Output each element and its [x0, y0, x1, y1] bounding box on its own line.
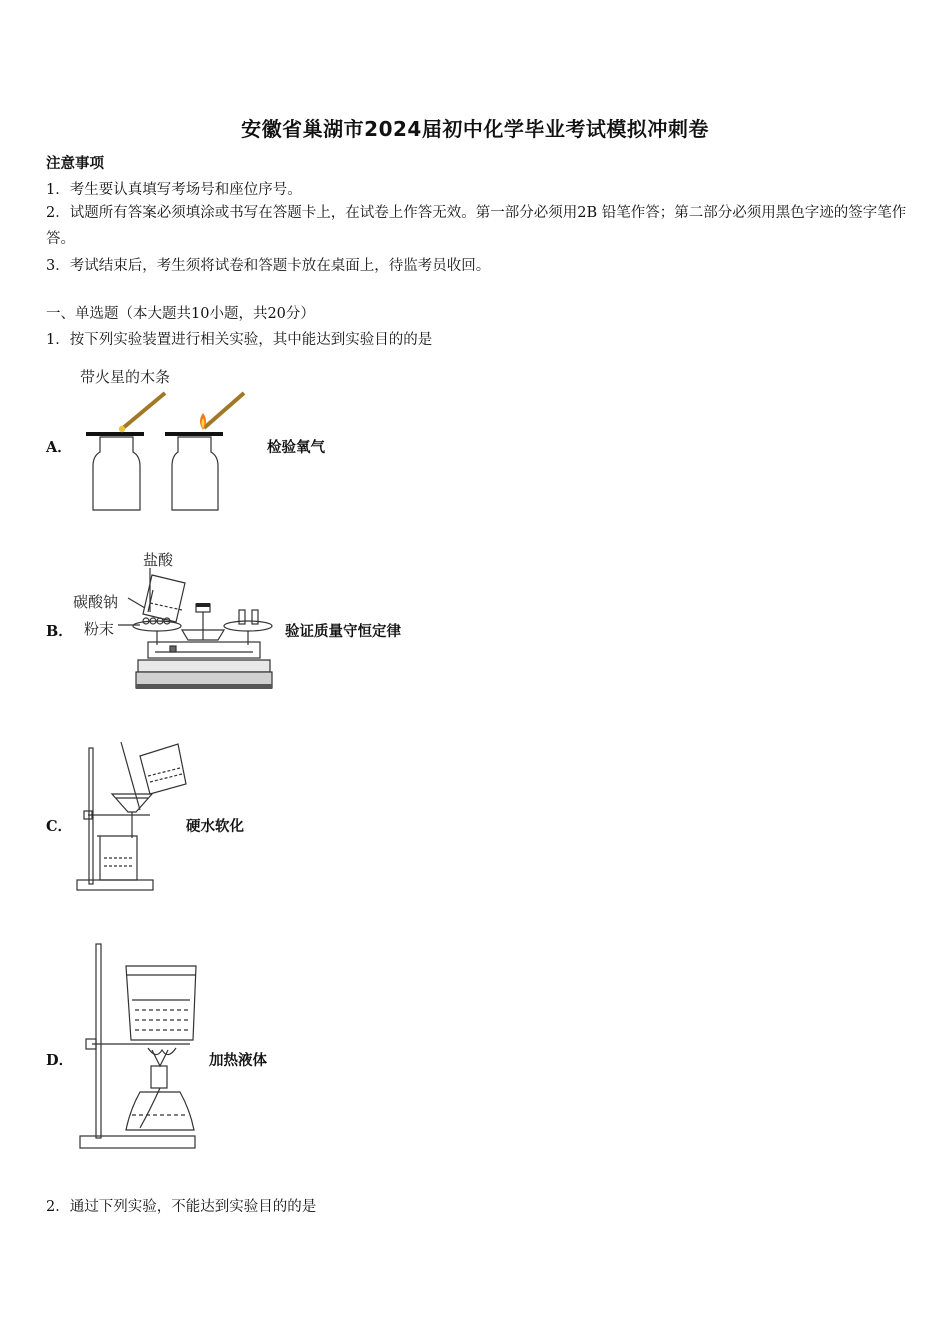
- notice-item-1: 1．考生要认真填写考场号和座位序号。: [46, 182, 302, 198]
- label-glowing-splint: 带火星的木条: [80, 368, 171, 386]
- label-hydrochloric-acid: 盐酸: [143, 551, 174, 569]
- option-a-caption: 检验氧气: [267, 439, 325, 456]
- section-heading: 一、单选题（本大题共10小题，共20分）: [46, 306, 315, 322]
- label-sodium-carbonate: 碳酸钠: [73, 593, 119, 611]
- label-powder: 粉末: [84, 620, 115, 638]
- notice-item-3: 3．考试结束后，考生须将试卷和答题卡放在桌面上，待监考员收回。: [46, 258, 491, 274]
- option-d-caption: 加热液体: [209, 1052, 267, 1069]
- page-title: 安徽省巢湖市2024届初中化学毕业考试模拟冲刺卷: [241, 117, 709, 141]
- option-c-caption: 硬水软化: [186, 818, 244, 835]
- option-a-letter: A．: [46, 439, 72, 456]
- option-b-caption: 验证质量守恒定律: [285, 623, 401, 640]
- option-b-letter: B．: [46, 623, 73, 640]
- option-d-letter: D．: [46, 1052, 74, 1069]
- notice-heading: 注意事项: [46, 155, 104, 172]
- question-1-stem: 1．按下列实验装置进行相关实验，其中能达到实验目的的是: [46, 332, 433, 348]
- notice-item-2: 2．试题所有答案必须填涂或书写在答题卡上，在试卷上作答无效。第一部分必须用2B 铅笔作答；第二部分必须用黑色字迹的签字笔作答。: [46, 205, 907, 247]
- question-2-stem: 2．通过下列实验，不能达到实验目的的是: [46, 1199, 317, 1215]
- option-c-letter: C．: [46, 818, 73, 835]
